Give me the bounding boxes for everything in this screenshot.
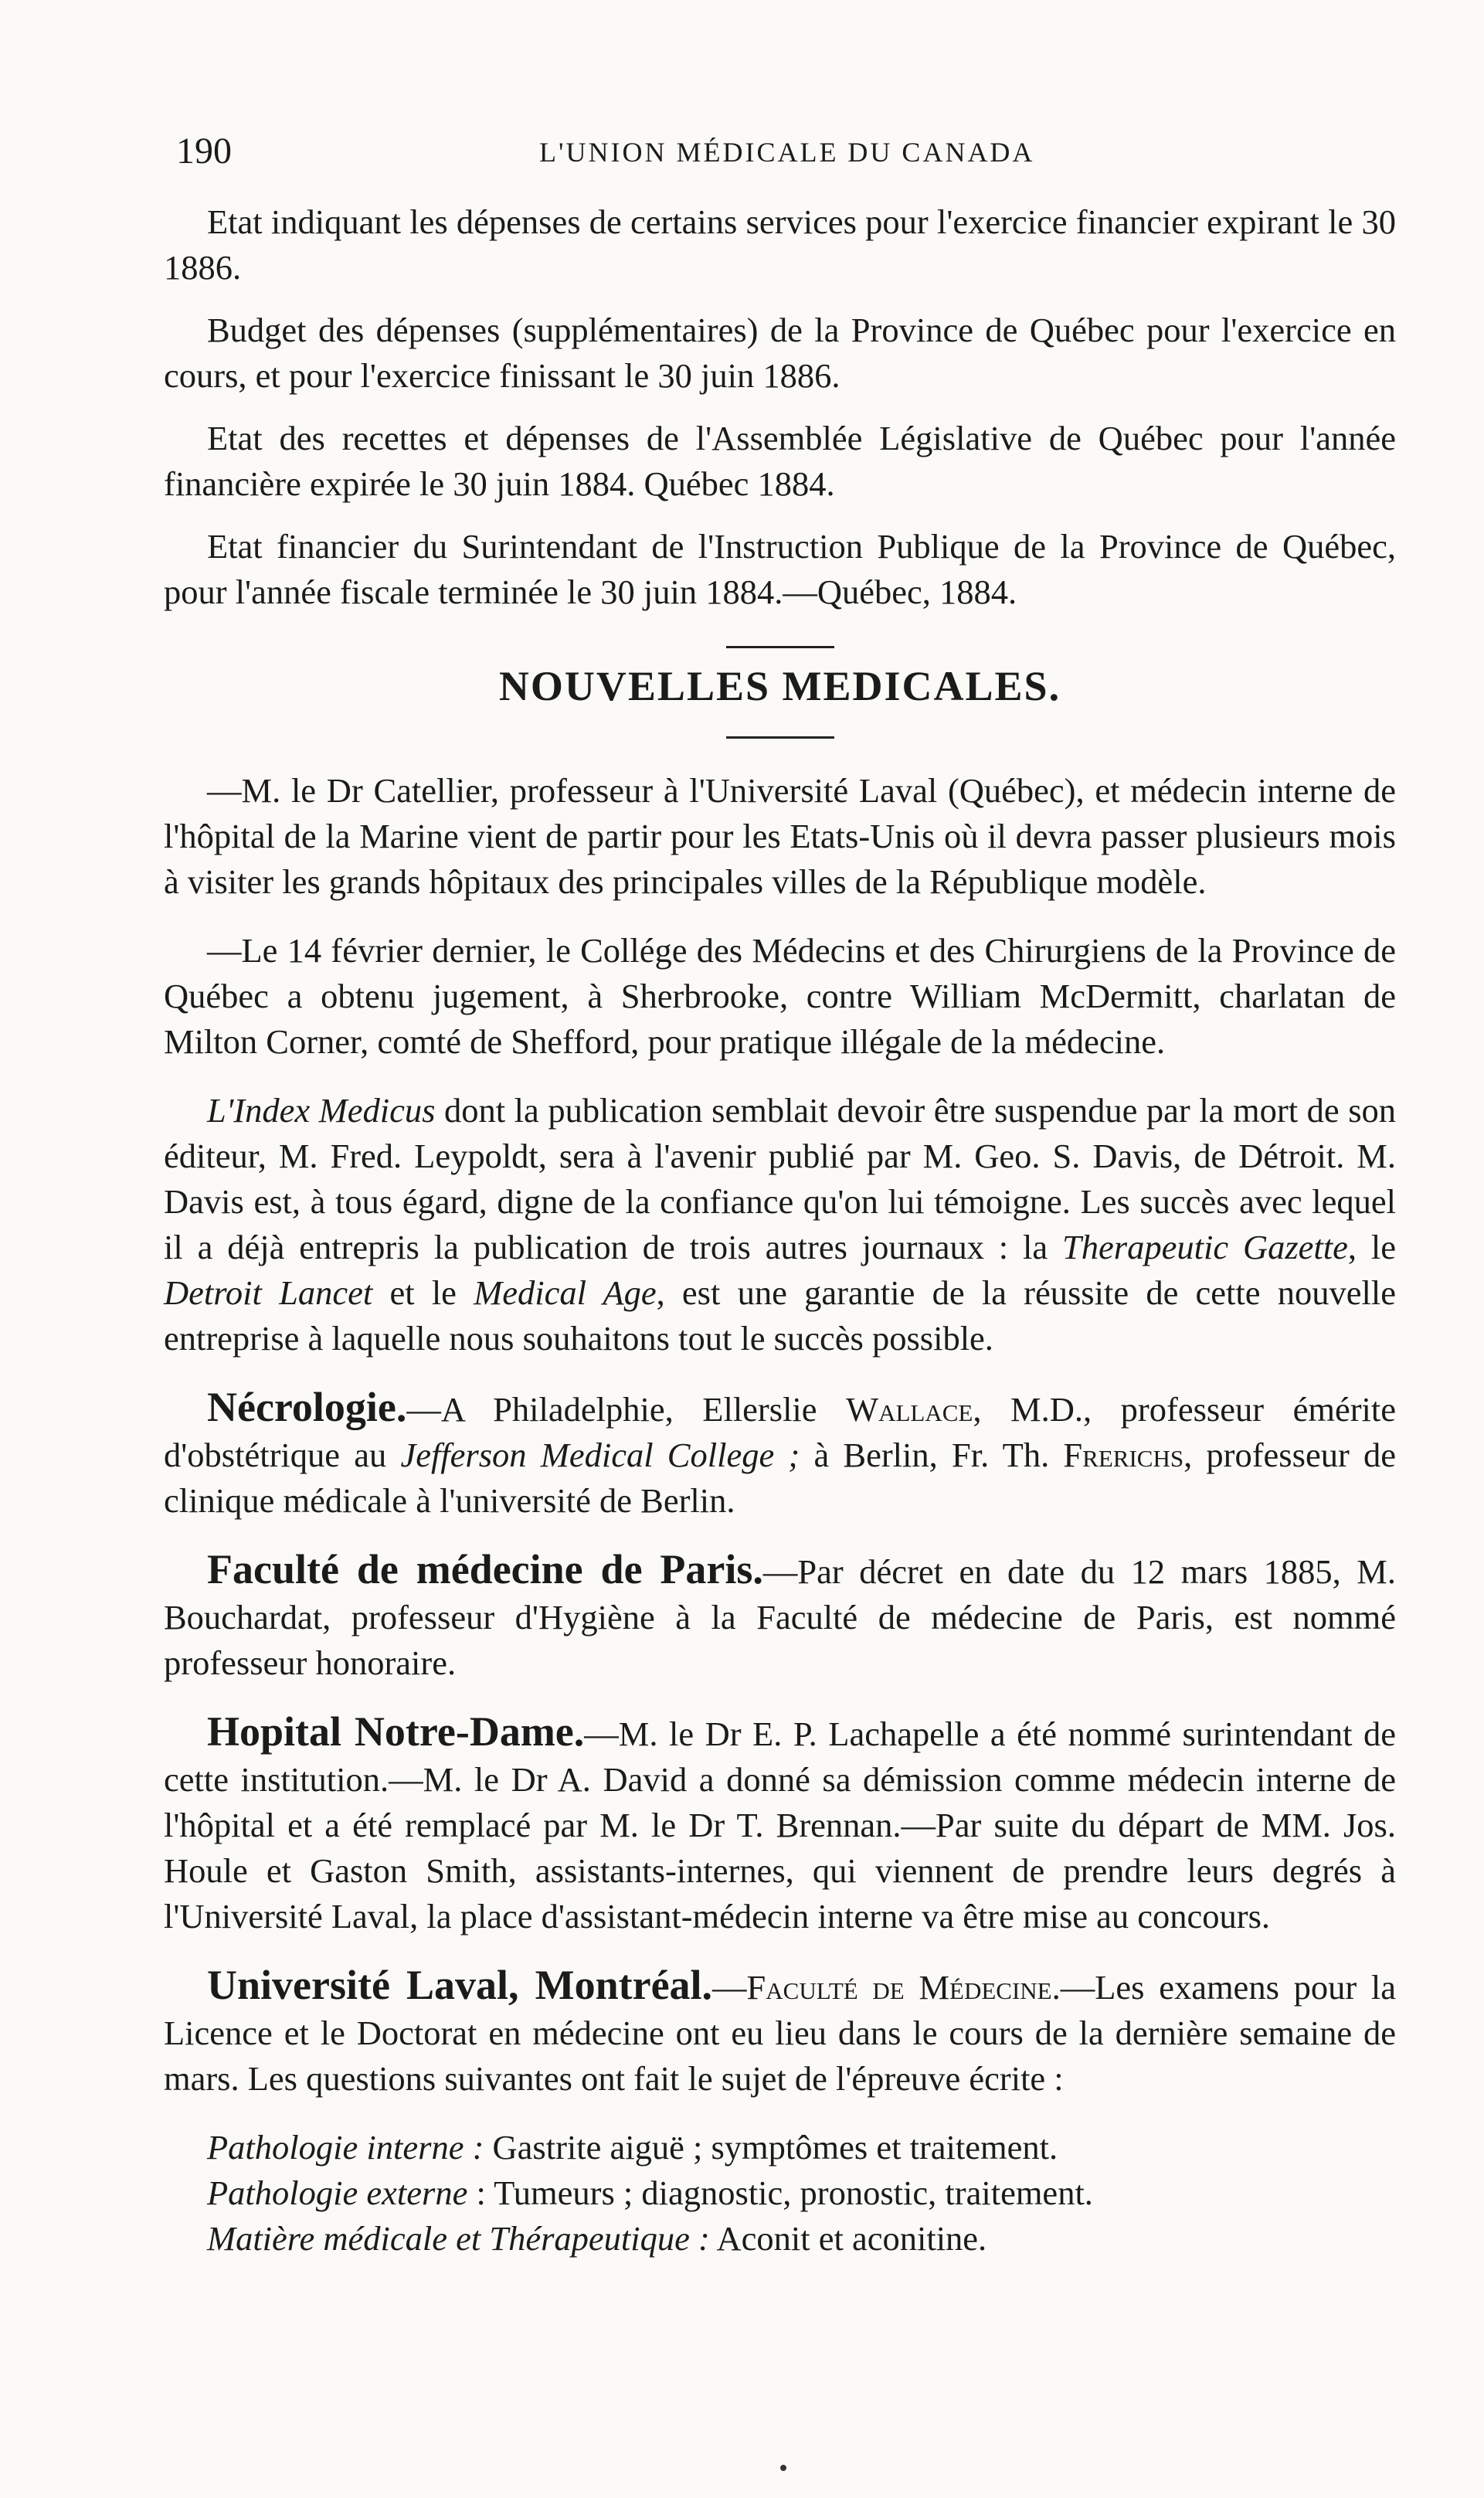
index-medicus-text: , le	[1347, 1228, 1396, 1266]
exam-question-text: Gastrite aiguë ; symptômes et traitement.	[484, 2128, 1058, 2167]
exam-question	[207, 2216, 1396, 2262]
journal-name: Medical Age	[474, 1273, 657, 1312]
publication-entry: Etat financier du Surintendant de l'Instruction Publique de la Province de Québec, pour l'année fiscale terminée le 30 juin 1884.—Québec, 1884.	[164, 527, 1396, 611]
news-text: , professeur de clinique médicale à l'université de Berlin.	[164, 1436, 1396, 1520]
news-heading: Faculté de médecine de Paris.	[207, 1546, 763, 1592]
exam-question	[207, 2125, 1396, 2170]
news-item-faculte-paris	[164, 1547, 1396, 1686]
news-heading: Hopital Notre-Dame.	[207, 1708, 585, 1755]
news-item-mcdermitt: —Le 14 février dernier, le Collége des Médecins et des Chirurgiens de la Province de Québec a obtenu jugement, à Sherbrooke, contre William McDermitt, charlatan de Milton Corner, comté de Shefford, pour pratique illégale de la médecine.	[164, 931, 1396, 1061]
news-item-universite-laval	[164, 1963, 1396, 2102]
news-text: .—Les examens pour la Licence et le Doctorat en médecine ont eu lieu dans le cours de la dernière semaine de mars. Les questions suivantes ont fait le sujet de l'épreuve écrite :	[164, 1968, 1396, 2098]
page-number: 190	[176, 131, 232, 172]
news-item-catellier: —M. le Dr Catellier, professeur à l'Université Laval (Québec), et médecin interne de l'hôpital de la Marine vient de partir pour les Etats-Unis où il devra passer plusieurs mois à visiter les grands hôpitaux des principales villes de la République modèle.	[164, 771, 1396, 901]
news-item-hopital-notre-dame	[164, 1709, 1396, 1939]
news-item-index-medicus	[164, 1088, 1396, 1361]
news-text: —Par décret en date du 12 mars 1885, M. Bouchardat, professeur d'Hygiène à la Faculté de médecine de Paris, est nommé professeur honoraire.	[164, 1552, 1396, 1682]
journal-title: L'UNION MÉDICALE DU CANADA	[539, 137, 1035, 168]
exam-question-text: : Tumeurs ; diagnostic, pronostic, traitement.	[467, 2173, 1093, 2212]
exam-question	[207, 2170, 1396, 2216]
section-rule-top	[726, 646, 834, 648]
index-medicus-text: et le	[372, 1273, 474, 1312]
exam-subject: Pathologie externe	[207, 2173, 468, 2212]
index-medicus-text: dont la publication semblait devoir être suspendue par la mort de son éditeur, M. Fred. Leypoldt, sera à l'avenir publié par M. Geo. S. Davis, de Détroit. M. Davis est, à tous égard, digne de la confiance qu'on lui témoigne. Les succès avec lequel il a déjà entrepris la publication de trois autres journaux : la	[164, 1091, 1397, 1266]
news-text: —M. le Dr E. P. Lachapelle a été nommé surintendant de cette institution.—M. le Dr A. David a donné sa démission comme médecin interne de l'hôpital et a été remplacé par M. le Dr T. Brennan.—Par suite du départ de MM. Jos. Houle et Gaston Smith, assistants-internes, qui viennent de prendre leurs degrés à l'Université Laval, la place d'assistant-médecin interne va être mise au concours.	[164, 1715, 1396, 1936]
ink-dot	[780, 2465, 786, 2471]
page-body	[164, 199, 1396, 2262]
news-item-necrologie	[164, 1385, 1396, 1524]
news-heading: Université Laval, Montréal.	[207, 1962, 713, 2008]
exam-question-list	[207, 2125, 1396, 2262]
journal-name: Therapeutic Gazette	[1062, 1228, 1348, 1266]
news-text: , M.D., professeur émérite d'obstétrique au	[164, 1390, 1396, 1474]
publication-entry: Budget des dépenses (supplémentaires) de la Province de Québec pour l'exercice en cours, et pour l'exercice finissant le 30 juin 1886.	[164, 311, 1396, 395]
news-text: —A Philadelphie, Ellerslie	[406, 1390, 847, 1429]
news-text: —	[712, 1968, 747, 2007]
person-name: Wallace	[846, 1390, 973, 1429]
publication-entry: Etat indiquant les dépenses de certains services pour l'exercice financier expirant le 30 1886.	[164, 202, 1396, 287]
news-heading: Nécrologie.	[207, 1384, 407, 1430]
faculty-name: Faculté de Médecine	[746, 1968, 1052, 2007]
section-rule-bottom	[726, 736, 834, 739]
college-name: Jefferson Medical College ;	[400, 1436, 800, 1474]
section-title: NOUVELLES MEDICALES.	[498, 663, 1061, 709]
person-name: Frerichs	[1063, 1436, 1184, 1474]
exam-question-text: Aconit et aconitine.	[709, 2219, 987, 2258]
journal-name: Detroit Lancet	[164, 1273, 373, 1312]
publication-entry: Etat des recettes et dépenses de l'Assemblée Législative de Québec pour l'année financière expirée le 30 juin 1884. Québec 1884.	[164, 419, 1396, 503]
running-head	[176, 130, 1381, 176]
exam-subject: Matière médicale et Thérapeutique :	[207, 2219, 710, 2258]
exam-subject: Pathologie interne :	[207, 2128, 484, 2167]
index-medicus-title: L'Index Medicus	[207, 1091, 436, 1130]
news-text: à Berlin, Fr. Th.	[800, 1436, 1064, 1474]
index-medicus-text: , est une garantie de la réussite de cette nouvelle entreprise à laquelle nous souhaitons tout le succès possible.	[164, 1273, 1396, 1358]
